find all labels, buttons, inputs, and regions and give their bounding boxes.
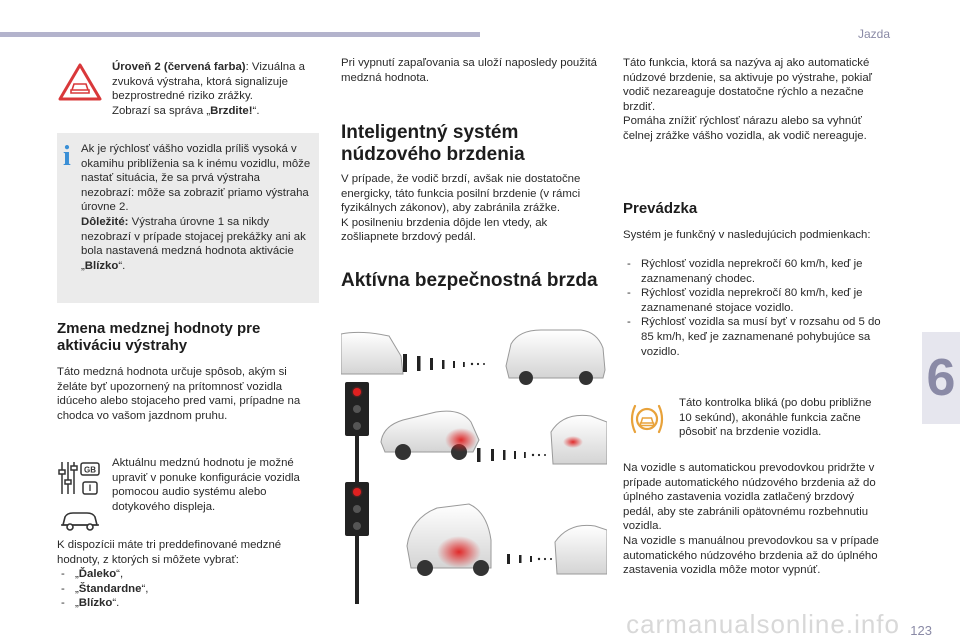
info-text-2-end: “. (118, 259, 126, 272)
aeb-text: V prípade, že vodič brzdí, avšak nie dostatočne energicky, táto funkcia posilní brzdenie (v rámci fyzikálnych zákonov), aby zabránila zrážke. K posilneniu brzdenia dôjde len vtedy, ak zošliapnete brzdový pedál. (341, 173, 581, 244)
option-standard: - „Štandardne“, (57, 582, 319, 597)
level2-msg: Brzdite! (210, 104, 253, 117)
ego-car-front-icon-2 (555, 525, 607, 574)
chapter-tab: 6 (922, 332, 960, 424)
i-label: I (88, 483, 92, 493)
condition-item: - Rýchlosť vozidla neprekročí 60 km/h, keď je zaznamenaný chodec. (623, 257, 885, 286)
operation-text: Systém je funkčný v nasledujúcich podmienkach: (623, 229, 871, 241)
level2-title: Úroveň 2 (červená farba) (112, 61, 246, 73)
level2-msg-post: “. (252, 104, 260, 117)
info-icon: i (63, 141, 71, 172)
gb-label: GB (84, 465, 96, 475)
level2-desc: : Vizuálna a zvuková výstraha, ktorá signalizuje bezprostredné riziko zrážky. (112, 61, 305, 103)
section-title: Jazda (857, 27, 890, 41)
level2-text (112, 60, 317, 118)
page-number: 123 (910, 623, 932, 638)
saved-threshold-text: Pri vypnutí zapaľovania sa uloží naposledy použitá medzná hodnota. (341, 57, 597, 84)
red-warning-triangle-icon (57, 62, 103, 102)
settings-sliders-icon (57, 458, 103, 498)
option-near: - „Blízko“. (57, 596, 319, 611)
aeb-warning-lamp-icon (628, 402, 666, 436)
aeb-intro: Táto funkcia, ktorá sa nazýva aj ako automatické núdzové brzdenie, sa aktivuje po výstrahe, pokiaľ vodič nezareaguje dostatočne rýchlo a nezačne brzdiť. Pomáha znížiť rýchlosť nárazu alebo sa vyhnúť čelnej zrážke vášho vozidla, ak vodič nereaguje. (623, 57, 872, 142)
header-bar (0, 32, 480, 37)
aeb-heading: Inteligentný systém núdzového brzdenia (341, 122, 525, 165)
threshold-options (57, 567, 319, 611)
threshold-p2: Aktuálnu medznú hodnotu je možné upraviť v ponuke konfigurácie vozidla pomocou audio systému alebo dotykového displeja. (112, 457, 300, 513)
scene-3 (345, 482, 607, 604)
transmission-text: Na vozidle s automatickou prevodovkou pridržte v prípade automatického núdzového brzdenia až do úplného zastavenia vozidla zatlačený brzdový pedál, aby ste zabránili opätovnému rozbehnutiu vozidla. Na vozidle s manuálnou prevodovkou sa v prípade automatického núdzového brzdenia až do úplného zastavenia vozidla môže motor vypnúť. (623, 462, 879, 577)
active-brake-illustration (341, 326, 607, 606)
scene-1 (341, 330, 605, 385)
condition-item: - Rýchlosť vozidla sa musí byť v rozsahu od 5 do 85 km/h, keď je zaznamenané pohybujúce sa vozidlo. (623, 315, 885, 359)
active-brake-heading: Aktívna bezpečnostná brzda (341, 270, 598, 291)
condition-item: - Rýchlosť vozidla neprekročí 80 km/h, keď je zaznamenané stojace vozidlo. (623, 286, 885, 315)
ego-car-rear-icon (341, 332, 403, 374)
threshold-heading: Zmena medznej hodnoty pre aktiváciu výstrahy (57, 320, 261, 354)
threshold-p3: K dispozícii máte tri preddefinované medzné hodnoty, z ktorých si môžete vybrať: (57, 539, 282, 566)
info-important-label: Dôležité: (81, 215, 129, 228)
info-text (81, 142, 311, 273)
threshold-p1: Táto medzná hodnota určuje spôsob, akým si želáte byť upozornený na prítomnosť vozidla idúceho alebo stojaceho pred vami, prípadne na chodca vo vašom jazdnom pruhu. (57, 366, 301, 422)
info-box (57, 133, 319, 303)
level2-msg-pre: Zobrazí sa správa „ (112, 104, 211, 117)
info-text-1: Ak je rýchlosť vášho vozidla príliš vysoká v okamihu priblíženia sa k inému vozidlu, môže nastať situácia, že sa prvá výstraha nezobrazí: môže sa zobraziť priamo výstraha úrovne 2. (81, 143, 311, 214)
lamp-text: Táto kontrolka bliká (po dobu približne 10 sekúnd), akonáhle funkcia začne pôsobiť na brzdenie vozidla. (679, 397, 872, 439)
conditions-list (623, 257, 885, 359)
watermark: carmanualsonline.info (626, 609, 900, 639)
option-far: - „Ďaleko“, (57, 567, 319, 582)
scene-2 (345, 382, 607, 504)
operation-heading: Prevádzka (623, 200, 698, 217)
info-text-2-bold: Blízko (84, 259, 119, 272)
lead-car-icon (506, 330, 605, 378)
touchscreen-car-icon (57, 505, 103, 533)
info-text-2: Výstraha úrovne 1 sa nikdy nezobrazí v prípade stojacej prekážky ani ak bola nastavená medzná hodnota aktivácie „ (81, 215, 306, 272)
